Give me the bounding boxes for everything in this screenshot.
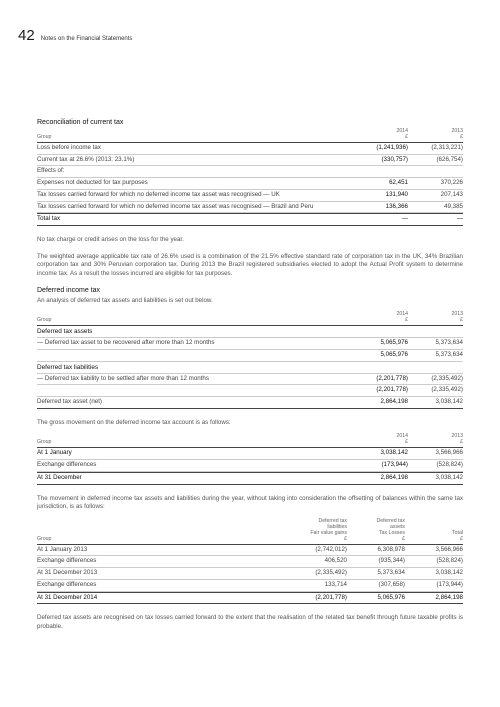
- value-2013: 49,385: [444, 202, 463, 210]
- value-tax-losses: (935,344): [378, 557, 405, 565]
- value-2013: 207,143: [440, 190, 463, 198]
- subtotal-2014: (2,201,778): [376, 386, 408, 394]
- value-2014: (1,241,936): [376, 144, 408, 151]
- row-label: Loss before income tax: [37, 144, 101, 151]
- total-row: [37, 592, 463, 605]
- row-label: — Deferred tax asset to be recovered after more than 12 months: [37, 339, 215, 347]
- value-fair-value: 406,520: [324, 557, 347, 565]
- unit-2014: £: [405, 134, 408, 140]
- year-2013: 2013: [451, 311, 463, 318]
- value-2014: 2,864,198: [380, 398, 408, 406]
- total-total: 2,864,198: [435, 593, 463, 601]
- total-2014: —: [401, 215, 408, 223]
- reconciliation-title: Reconciliation of current tax: [37, 119, 124, 126]
- subtotal-2014: 5,065,976: [380, 351, 408, 358]
- table-row: [37, 545, 463, 557]
- total-fair-value: (2,201,778): [315, 593, 347, 601]
- table-row: [37, 155, 463, 167]
- table-row: [37, 166, 463, 178]
- value-2014: 136,366: [385, 202, 408, 210]
- value-2013: (528,824): [436, 461, 463, 469]
- value-total: 3,566,966: [435, 545, 463, 553]
- row-label: At 1 January: [37, 449, 72, 457]
- total-row: [37, 472, 463, 485]
- value-2014: 3,038,142: [380, 449, 408, 457]
- value-2014: 62,451: [389, 179, 408, 187]
- page-header: [18, 27, 132, 44]
- value-2013: 5,373,634: [435, 339, 463, 347]
- table-row: [37, 448, 463, 460]
- value-fair-value: (2,335,492): [315, 569, 347, 577]
- total-2014: 2,864,198: [380, 473, 408, 481]
- subtotal-2013: (2,335,492): [431, 386, 463, 394]
- deferred-header: [37, 311, 463, 326]
- page-number: 42: [18, 27, 35, 44]
- total-label: At 31 December: [37, 473, 82, 481]
- total-row: [37, 213, 463, 226]
- recognition-paragraph: Deferred tax assets are recognised on tax losses carried forward to the extent that the realisation of the related tax benefit through future taxable profits is probable.: [37, 614, 463, 630]
- unit-2014: £: [405, 439, 408, 446]
- table-row: [37, 460, 463, 472]
- row-label: Exchange differences: [37, 580, 97, 588]
- unit-2014: £: [405, 317, 408, 324]
- liabilities-heading: Deferred tax liabilities: [37, 362, 463, 374]
- value-2013: (626,754): [436, 155, 463, 163]
- row-label: — Deferred tax liability to be settled after more than 12 months: [37, 374, 209, 382]
- value-2014: (330,757): [381, 155, 408, 163]
- value-2014: (173,944): [381, 461, 408, 469]
- group-label: Group: [37, 134, 52, 140]
- group-label: Group: [37, 317, 52, 324]
- row-label: At 1 January 2013: [37, 545, 88, 553]
- value-2014: (2,201,778): [376, 374, 408, 382]
- running-title: Notes on the Financial Statements: [40, 36, 133, 42]
- group-label: Group: [37, 439, 52, 446]
- value-2013: 3,566,966: [435, 449, 463, 457]
- total-label: Total tax: [37, 215, 61, 223]
- value-fair-value: (2,742,012): [315, 545, 347, 553]
- year-2013: 2013: [451, 128, 463, 134]
- column-tax-losses: Deferred tax assets Tax Losses £: [376, 517, 405, 542]
- total-tax-losses: 5,065,976: [377, 593, 405, 601]
- subtotal-row: [37, 350, 463, 362]
- movement-header: [37, 518, 463, 545]
- row-label: Current tax at 26.6% (2013: 23.1%): [37, 155, 135, 163]
- value-2014: 131,940: [385, 190, 408, 198]
- row-label: Deferred tax asset (net): [37, 398, 102, 406]
- year-2014: 2014: [396, 128, 408, 134]
- year-2013: 2013: [451, 433, 463, 440]
- subtotal-2013: 5,373,634: [435, 351, 463, 358]
- assets-heading: Deferred tax assets: [37, 326, 463, 338]
- row-label: Tax losses carried forward for which no deferred income tax asset was recognised — Brazil and Peru: [37, 202, 314, 210]
- table-row: [37, 338, 463, 350]
- total-2013: 3,038,142: [435, 473, 463, 481]
- row-label: Effects of:: [37, 167, 65, 175]
- value-fair-value: 133,714: [324, 580, 347, 588]
- total-label: At 31 December 2014: [37, 593, 98, 601]
- no-tax-paragraph: No tax charge or credit arises on the loss for the year.: [37, 235, 184, 243]
- group-label: Group: [37, 535, 52, 542]
- gross-intro: The gross movement on the deferred income tax account is as follows:: [37, 418, 231, 426]
- unit-2013: £: [460, 317, 463, 324]
- column-total: Total £: [452, 529, 463, 542]
- table-row: [37, 178, 463, 190]
- tax-rate-paragraph: The weighted average applicable tax rate of 26.6% used is a combination of the 21.5% effective standard rate of corporation tax in the UK, 34% Brazilian corporation tax and 30% Peruvian corporation tax. During 2013 the Brazil registered subsidiaries elected to adopt the Actual Profit system to determine income tax. As a result the losses incurred are eligible for tax purposes.: [37, 252, 463, 277]
- movement-intro: The movement in deferred income tax assets and liabilities during the year, without taking into consideration the offsetting of balances within the same tax jurisdiction, is as follows:: [37, 494, 463, 511]
- table-row: [37, 568, 463, 580]
- row-label: Tax losses carried forward for which no deferred income tax asset was recognised — UK: [37, 190, 280, 198]
- year-2014: 2014: [396, 311, 408, 318]
- subtotal-row: [37, 385, 463, 397]
- value-total: (173,944): [436, 580, 463, 588]
- value-tax-losses: 6,308,978: [377, 545, 405, 553]
- value-tax-losses: 5,373,634: [377, 569, 405, 577]
- value-2014: 5,065,976: [380, 339, 408, 347]
- net-row: [37, 397, 463, 409]
- unit-2013: £: [460, 439, 463, 446]
- value-2013: 370,226: [440, 179, 463, 187]
- table-row: [37, 374, 463, 386]
- row-label: At 31 December 2013: [37, 569, 98, 577]
- year-2014: 2014: [396, 433, 408, 440]
- value-2013: 3,038,142: [435, 398, 463, 406]
- value-tax-losses: (307,658): [378, 580, 405, 588]
- table-row: [37, 556, 463, 568]
- row-label: Expenses not deducted for tax purposes: [37, 179, 148, 187]
- value-2013: (2,335,492): [431, 374, 463, 382]
- unit-2013: £: [460, 134, 463, 140]
- value-2013: (2,313,221): [431, 144, 463, 151]
- total-2013: —: [456, 215, 463, 223]
- table-row: [37, 143, 463, 155]
- row-label: Exchange differences: [37, 557, 97, 565]
- row-label: Exchange differences: [37, 461, 97, 469]
- column-fair-value-gains: Deferred tax liabilities Fair value gains £: [310, 517, 347, 542]
- value-total: (528,824): [436, 557, 463, 565]
- notes-content: [37, 118, 463, 631]
- deferred-intro: An analysis of deferred tax assets and liabilities is set out below.: [37, 297, 213, 305]
- reconciliation-header: [37, 128, 463, 143]
- value-total: 3,038,142: [435, 569, 463, 577]
- table-row: [37, 202, 463, 214]
- gross-header: [37, 433, 463, 448]
- table-row: [37, 580, 463, 592]
- table-row: [37, 190, 463, 202]
- deferred-title: Deferred income tax: [37, 287, 101, 295]
